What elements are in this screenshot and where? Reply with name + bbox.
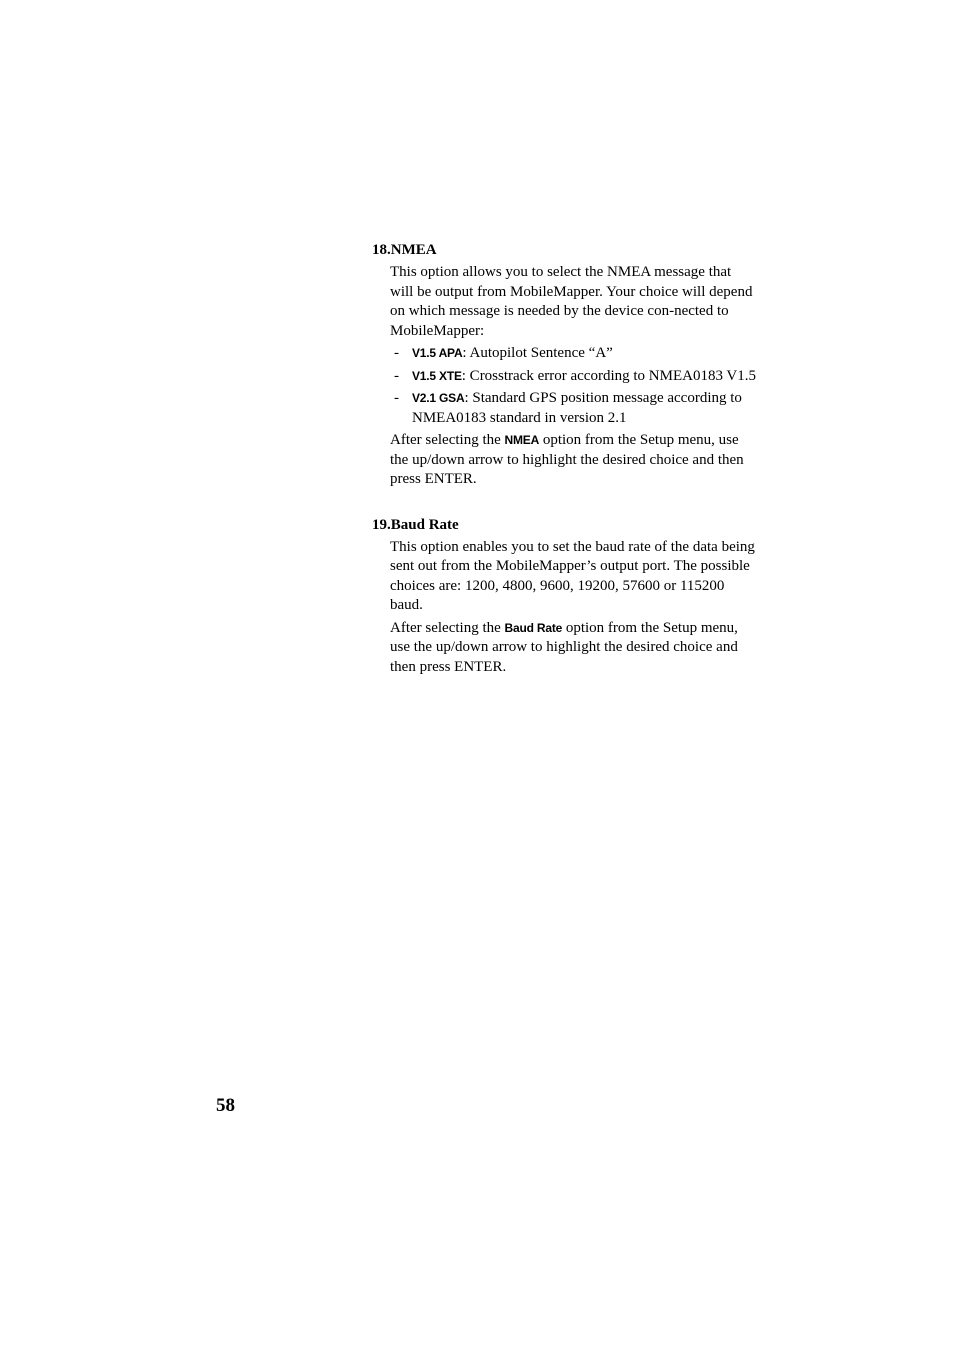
message-description: : Autopilot Sentence “A”	[462, 345, 613, 361]
menu-option-name: NMEA	[504, 433, 540, 447]
instructions-text-start: After selecting the	[390, 619, 505, 636]
section-heading-baud-rate: 19.Baud Rate	[372, 516, 459, 533]
instructions-text-end: option from the Setup menu, use the up/down arrow to highlight the desired choice and then press ENTER.	[390, 619, 738, 675]
section-heading-nmea: 18.NMEA	[372, 242, 437, 258]
message-code: V1.5 XTE	[412, 368, 462, 383]
list-item	[372, 344, 756, 364]
bullet-dash: -	[394, 390, 399, 406]
baud-instructions-paragraph	[390, 619, 756, 678]
page-number: 58	[216, 1095, 235, 1116]
menu-option-name: Baud Rate	[504, 620, 563, 635]
page-content	[372, 240, 756, 702]
instructions-text-start: After selecting the	[390, 432, 505, 448]
message-description: : Standard GPS position message according to NMEA0183 standard in version 2.1	[412, 390, 742, 426]
bullet-dash: -	[394, 345, 399, 361]
message-code: V2.1 GSA	[412, 391, 465, 405]
message-code: V1.5 APA	[412, 346, 463, 360]
section-nmea	[372, 240, 756, 490]
message-description: : Crosstrack error according to NMEA0183 V1.5	[461, 367, 757, 384]
nmea-message-list	[372, 344, 756, 428]
list-item	[372, 367, 756, 387]
bullet-dash: -	[394, 367, 399, 384]
section-baud-rate	[372, 515, 756, 678]
list-item	[372, 389, 756, 428]
instructions-text-end: option from the Setup menu, use the up/down arrow to highlight the desired choice and then press ENTER.	[390, 432, 744, 487]
nmea-instructions-paragraph	[390, 431, 756, 490]
nmea-intro-paragraph: This option allows you to select the NMEA message that will be output from MobileMapper. Your choice will depend on which message is needed by the device con-nected to MobileMapper:	[390, 264, 753, 339]
baud-intro-paragraph: This option enables you to set the baud rate of the data being sent out from the MobileMapper’s output port. The possible choices are: 1200, 4800, 9600, 19200, 57600 or 115200 baud.	[390, 538, 755, 613]
